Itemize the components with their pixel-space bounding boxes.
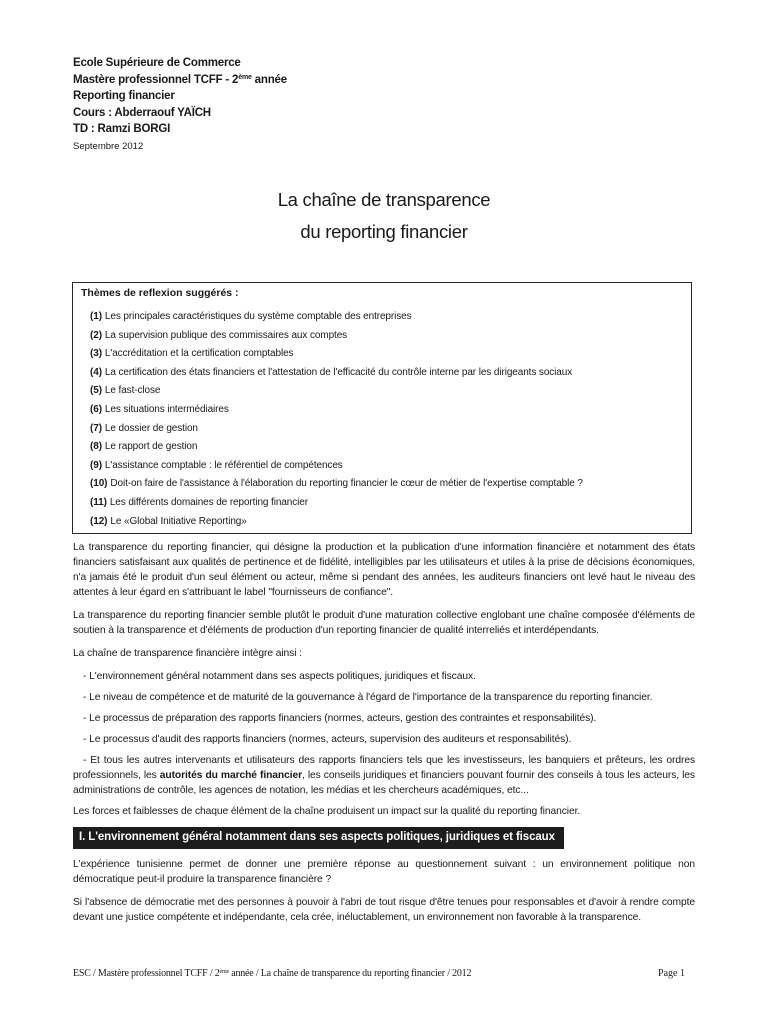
theme-item xyxy=(90,308,583,327)
theme-number: (4) xyxy=(90,366,102,378)
theme-item xyxy=(90,438,583,457)
theme-number: (3) xyxy=(90,348,102,360)
paragraph-6: Si l'absence de démocratie met des personnes à pouvoir à l'abri de tout risque d'être tenues pour responsables et d'avoir à rendre compte devant une justice compétente et indépendante, cela crée, inéluctablement, un environnement non favorable à la transparence. xyxy=(73,897,695,923)
td-instructor: TD : Ramzi BORGI xyxy=(73,123,171,135)
theme-item xyxy=(90,401,583,420)
theme-number: (2) xyxy=(90,329,102,341)
theme-text: Les principales caractéristiques du système comptable des entreprises xyxy=(104,311,412,322)
theme-text: Les différents domaines de reporting financier xyxy=(109,496,308,508)
theme-text: Les situations intermédiaires xyxy=(104,403,229,415)
theme-number: (8) xyxy=(90,441,102,453)
chain-item-2: - Le niveau de compétence et de maturité de la gouvernance à l'égard de l'importance de la transparence du reporting financier. xyxy=(83,692,653,703)
chain-item-4: - Le processus d'audit des rapports financiers (normes, acteurs, supervision des auditeurs et responsabilités). xyxy=(83,734,572,745)
theme-number: (11) xyxy=(90,496,107,508)
theme-number: (6) xyxy=(90,403,102,415)
theme-item xyxy=(90,345,583,364)
theme-item xyxy=(90,364,583,383)
footer-text: ESC / Mastère professionnel TCFF / 2ème année / La chaîne de transparence du reporting financier / 2012 xyxy=(73,968,472,979)
theme-item xyxy=(90,494,583,513)
theme-item xyxy=(90,420,583,439)
chain-item-3: - Le processus de préparation des rapports financiers (normes, acteurs, gestion des contraintes et responsabilités). xyxy=(83,713,597,724)
themes-list xyxy=(90,308,583,531)
theme-number: (1) xyxy=(90,311,102,322)
paragraph-4: Les forces et faiblesses de chaque élément de la chaîne produisent un impact sur la qualité du reporting financier. xyxy=(73,806,581,817)
program-name: Mastère professionnel TCFF - 2ème année xyxy=(73,73,287,86)
theme-number: (10) xyxy=(90,478,108,490)
theme-item xyxy=(90,513,583,532)
theme-item xyxy=(90,475,583,494)
course-instructor: Cours : Abderraouf YAÏCH xyxy=(73,106,211,119)
paragraph-3: La chaîne de transparence financière intègre ainsi : xyxy=(73,648,302,659)
document-body xyxy=(73,540,695,933)
theme-text: Le «Global Initiative Reporting» xyxy=(110,515,247,527)
paragraph-5: L'expérience tunisienne permet de donner une première réponse au questionnement suivant : un environnement politique non démocratique peut-il produire la transparence financière ? xyxy=(73,859,695,885)
theme-number: (9) xyxy=(90,459,102,471)
document-header xyxy=(73,55,473,155)
theme-number: (7) xyxy=(90,422,102,434)
theme-item xyxy=(90,382,583,401)
title-line-1: La chaîne de transparence xyxy=(277,189,491,210)
title-line-2: du reporting financier xyxy=(300,221,468,242)
theme-text: L'accréditation et la certification comptables xyxy=(104,348,294,360)
paragraph-1: La transparence du reporting financier, qui désigne la production et la publication d'une information financière et notamment des états financiers satisfaisant aux qualités de pertinence et de fidélité, intelligibles par les utilisateurs et utiles à la prise de décisions économiques, n'a jamais été le produit d'un seul élément ou acteur, même si pendant des années, les auditeurs financiers ont levé haut le niveau des attentes à leur égard en s'attribuant le label "fournisseurs de confiance". xyxy=(73,542,695,598)
page-number: Page 1 xyxy=(658,968,685,979)
course-subject: Reporting financier xyxy=(73,90,175,102)
document-date: Septembre 2012 xyxy=(73,140,144,152)
theme-text: Le dossier de gestion xyxy=(104,422,198,434)
theme-number: (12) xyxy=(90,515,108,527)
section-heading-1: I. L'environnement général notamment dans ses aspects politiques, juridiques et fiscaux xyxy=(73,827,564,849)
themes-box xyxy=(72,282,692,534)
document-title xyxy=(0,184,768,248)
theme-number: (5) xyxy=(90,385,102,397)
chain-item-1: - L'environnement général notamment dans ses aspects politiques, juridiques et fiscaux. xyxy=(83,671,476,682)
school-name: Ecole Supérieure de Commerce xyxy=(73,57,241,69)
theme-text: Le fast-close xyxy=(104,385,161,397)
theme-text: L'assistance comptable : le référentiel de compétences xyxy=(104,459,343,471)
chain-item-5: - Et tous les autres intervenants et utilisateurs des rapports financiers tels que les investisseurs, les banquiers et prêteurs, les ordres professionnels, les autorités du marché financier, les conseils juridiques et financiers pouvant fournir des conseils à tous les acteurs, les administrations de contrôle, les agences de notation, les médias et les chercheurs académiques, etc... xyxy=(73,755,695,796)
theme-item xyxy=(90,457,583,476)
paragraph-2: La transparence du reporting financier semble plutôt le produit d'une maturation collective englobant une chaîne composée d'éléments de soutien à la transparence et d'éléments de production d'un reporting financier de qualité interreliés et interdépendants. xyxy=(73,610,695,636)
themes-heading: Thèmes de reflexion suggérés : xyxy=(81,287,239,299)
theme-text: Le rapport de gestion xyxy=(104,441,198,453)
theme-text: La supervision publique des commissaires aux comptes xyxy=(104,329,348,341)
theme-item xyxy=(90,327,583,346)
theme-text: Doit-on faire de l'assistance à l'élaboration du reporting financier le cœur de métier de l'expertise comptable ? xyxy=(110,478,583,490)
theme-text: La certification des états financiers et l'attestation de l'efficacité du contrôle interne par les dirigeants sociaux xyxy=(104,366,573,378)
